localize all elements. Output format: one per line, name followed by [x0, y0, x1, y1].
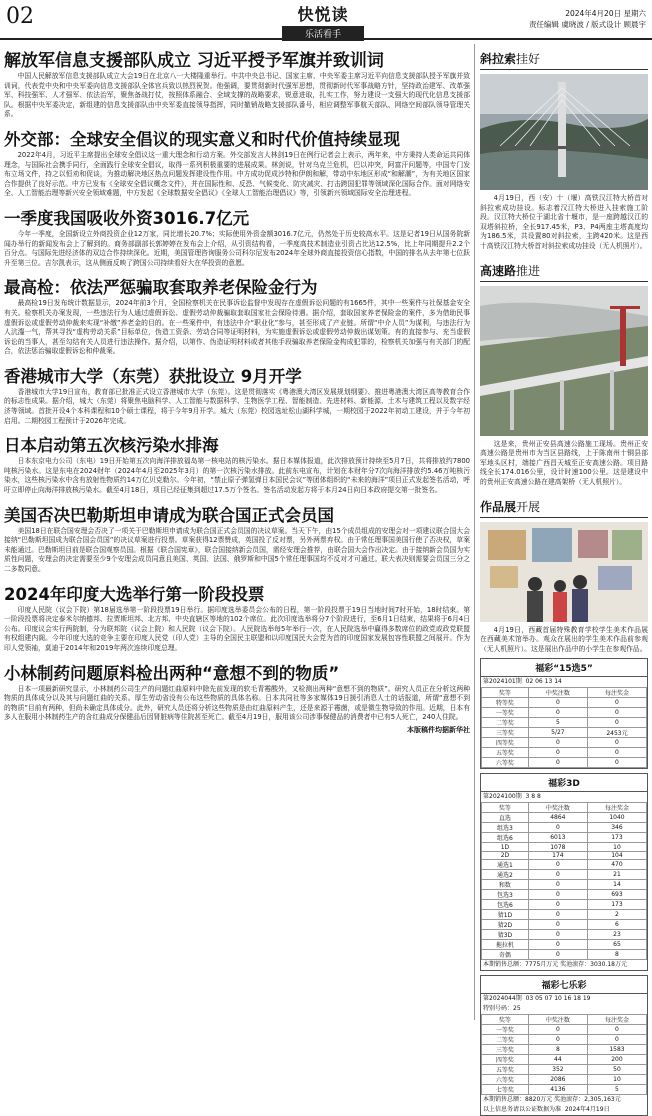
table-cell: 包选6	[482, 900, 529, 910]
article-body: 香港城市大学19日宣布，教育部已批准正式设立香港城市大学（东莞）。这是贯彻落实《粤港澳大湾区发展规划纲要》、推进粤港澳大湾区高等教育合作的标志性成果。据介绍，城大（东莞）将聚焦电脑科学、人工智能与数据科学、生物医学工程、智能制造、先进材料、新能源、土木与建筑工程以及数字经济等领域。首批开设4个本科课程和10个硕士课程，将于今年9月开学。城大（东莞）校园选址松山湖科学城，一期校园于2022年初动工建设，并于今年初启用。二期校园工程预计于2026年完成。	[4, 387, 470, 425]
page-number: 02	[6, 4, 34, 29]
table-cell: 中奖注数	[528, 803, 587, 813]
table-cell: 8	[587, 950, 646, 960]
lottery-special: 特别号码：25	[483, 1005, 521, 1013]
table-row	[482, 813, 647, 823]
table-cell: 奖等	[482, 1015, 529, 1025]
table-cell: 0	[528, 900, 587, 910]
table-cell: 65	[587, 940, 646, 950]
table-cell: 0	[528, 758, 587, 768]
article-headline: 2024年印度大选举行第一阶段投票	[4, 584, 265, 604]
article	[4, 271, 470, 357]
table-row	[482, 890, 647, 900]
bridge-photo	[480, 74, 648, 190]
lottery-meta: 第2024101期 02 06 13 14	[483, 678, 562, 686]
table-cell: 0	[528, 698, 587, 708]
table-cell: 组选6	[482, 833, 529, 843]
table-cell: 4136	[528, 1085, 587, 1095]
table-cell: 0	[528, 1025, 587, 1035]
table-cell: 奖等	[482, 688, 529, 698]
table-cell: 0	[587, 1025, 646, 1035]
table-row	[482, 823, 647, 833]
article	[4, 44, 470, 120]
table-cell: 4864	[528, 813, 587, 823]
article-headline: 日本启动第五次核污染水排海	[4, 436, 219, 456]
exhibition-photo	[480, 522, 648, 622]
article-body: 日本东京电力公司（东电）19日开始第五次向海洋排放福岛第一核电站的核污染水。据日本媒体报道，此次排放预计持续至5月7日，共将排放约7800吨核污染水。这是东电在2024财年（2024年4月至2025年3月）的第一次核污染水排放。此前东电宣布，计划在本财年分7次向海洋排放约5.46万吨核污染水，这些核污染水中含有放射性物质约14万亿贝克勒尔。今年初，“禁止原子弹氢弹日本国民会议”等团体组织的“未来的海洋”项目正式发起签名活动，呼吁立即停止向海洋排放核污染水。截至4月18日，项目已经征集到超过17.5万个签名。签名活动发起方将于本月24日向日本政府提交第一批签名。	[4, 457, 470, 495]
lottery-table	[481, 1014, 647, 1095]
lottery-title: 福彩3D	[481, 774, 647, 792]
table-cell: 二等奖	[482, 718, 529, 728]
article	[4, 202, 470, 268]
table-cell: 四等奖	[482, 1055, 529, 1065]
page-header	[0, 0, 652, 40]
article-body: 今年一季度，全国新设立外商投资企业12万家，同比增长20.7%；实际使用外资金额3016.7亿元，仍然处于历史较高水平。这是记者19日从国务院新闻办举行的新闻发布会上了解到的。商务部副部长郭婷婷在发布会上介绍，从引资结构看，一季度高技术制造业引资占比达12.5%，比上年同期提升2.2个百分点。与国际先进经济体的双边合作持续深化。近期，美国管理咨询服务公司科尔尼发布2024年全球外商直接投资信心指数，中国的排名从去年第七位跃升至第三位。吉尔凯表示，这从侧面反映了跨国公司持续看好大在华投资的意愿。	[4, 229, 470, 267]
table-row	[482, 910, 647, 920]
table-row	[482, 950, 647, 960]
table-cell: 三等奖	[482, 1045, 529, 1055]
table-row	[482, 708, 647, 718]
table-cell: 174	[528, 851, 587, 860]
table-cell: 470	[587, 860, 646, 870]
table-cell: 1040	[587, 813, 646, 823]
article	[4, 123, 470, 199]
sidebar-column	[480, 44, 648, 1114]
table-cell: 5	[587, 1085, 646, 1095]
table-cell: 0	[528, 920, 587, 930]
table-cell: 1583	[587, 1045, 646, 1055]
table-row	[482, 688, 647, 698]
table-cell: 中奖注数	[528, 688, 587, 698]
article-source: 本版稿件均据新华社	[407, 725, 470, 734]
header-info	[529, 8, 646, 30]
table-cell: 44	[528, 1055, 587, 1065]
table-cell: 6	[587, 920, 646, 930]
table-row	[482, 930, 647, 940]
table-cell: 通选2	[482, 870, 529, 880]
main-column	[4, 44, 470, 1020]
table-cell: 6013	[528, 833, 587, 843]
table-cell: 0	[528, 870, 587, 880]
table-cell: 0	[528, 910, 587, 920]
lottery-title: 福彩“15选5”	[481, 659, 647, 677]
article-headline: 一季度我国吸收外资3016.7亿元	[4, 208, 250, 228]
lottery-meta: 第2024100期 3 8 8	[483, 793, 541, 801]
photo-caption: 4月19日，西藏首届特殊教育学校学生美术作品展在西藏美术馆举办。观众在展出的学生美术作品前参观（无人机照片）。这是展出作品中的小学生在参观作品。	[480, 625, 648, 653]
table-cell: 六等奖	[482, 1075, 529, 1085]
article-headline: 解放军信息支援部队成立 习近平授予军旗并致训词	[4, 51, 384, 71]
table-cell: 六等奖	[482, 758, 529, 768]
lottery-table	[481, 802, 647, 960]
table-cell: 346	[587, 823, 646, 833]
article	[4, 578, 470, 654]
table-cell: 8	[528, 1045, 587, 1055]
table-row	[482, 718, 647, 728]
table-cell: 七等奖	[482, 1085, 529, 1095]
table-cell: 0	[528, 748, 587, 758]
table-cell: 0	[587, 708, 646, 718]
table-cell: 五等奖	[482, 1065, 529, 1075]
table-cell: 0	[528, 890, 587, 900]
table-cell: 猜3D	[482, 930, 529, 940]
table-row	[482, 1055, 647, 1065]
table-row	[482, 1025, 647, 1035]
table-cell: 组选3	[482, 823, 529, 833]
article-body: 印度人民院（议会下院）第18届选举第一阶段投票19日举行。据印度选举委员会公布的日程，第一阶段投票于19日当地时间7时开始，18时结束。第一阶段投票将决定泰米尔纳德邦、拉贾斯坦邦、北方邦、中央直辖区等地的102个席位。此次印度选举将分7个阶段进行，至6月1日结束，结果将于6月4日公布。印度议会实行两院制，分为联邦院（议会上院）和人民院（议会下院）。人民院选举每5年举行一次，在人民院选举中赢得多数席位的政党或政党联盟有权组建内阁。今年印度大选的竞争主要在印度人民党（印人党）主导的全国民主联盟和以印度国民大会党为首的印度国家发展包容性联盟之间展开。作为印人党领袖，莫迪于2014年和2019年两次连续印度总理。	[4, 605, 470, 652]
table-cell: 173	[587, 833, 646, 843]
editor-credits: 责任编辑 虞晓波 / 版式设计 顾晨宇	[528, 20, 646, 29]
highway-photo	[480, 286, 648, 436]
table-cell: 每注奖金	[587, 803, 646, 813]
section-subtitle: 乐活看手	[282, 26, 364, 41]
table-cell: 0	[528, 823, 587, 833]
lottery-table	[481, 687, 647, 768]
lottery-3d	[480, 773, 648, 971]
issue-date: 2024年4月20日 星期六	[565, 9, 646, 18]
table-row	[482, 1065, 647, 1075]
table-cell: 每注奖金	[587, 1015, 646, 1025]
photo-caption: 这是来，贵州正安县高速公路施工现场。贵州正安高速公路是贵州市为当区县路线，上于陈南州十铜县部军地头区村，端接广西昌天城至正安高速公路。项目路线全长174.016公里，设计时速100公里。这是建设中的贵州正安高速公路在建高架桥（无人机照片）。	[480, 439, 648, 486]
article-headline: 香港城市大学（东莞）获批设立 9月开学	[4, 366, 302, 386]
table-cell: 奖等	[482, 803, 529, 813]
table-cell: 0	[587, 738, 646, 748]
table-cell: 23	[587, 930, 646, 940]
table-cell: 奇偶	[482, 950, 529, 960]
table-row	[482, 1075, 647, 1085]
article-body: 美国18日在联合国安理会否决了一项关于巴勒斯坦申请成为联合国正式会员国的决议草案。当天下午，由15个成员组成的安理会对一项建议联合国大会接纳“巴勒斯坦国成为联合国会员国”的决议草案进行投票。草案获得12票赞成，英国投了反对票，另外两票弃权。由于常任理事国美国行使了否决权，草案未能通过。巴勒斯坦目前是联合国观察员国。根据《联合国宪章》，联合国接纳新会员国，需经安理会推荐，由联合国大会作出决定。由于接纳新会员国为实质性问题，安理会的决定需要至少9个安理会成员同意且美国、英国、法国、俄罗斯和中国5个常任理事国均不反对才可通过。联大表决则需要会员国三分之二多数同意。	[4, 526, 470, 573]
table-row	[482, 758, 647, 768]
table-row	[482, 803, 647, 813]
table-cell: 0	[528, 950, 587, 960]
table-cell: 和数	[482, 880, 529, 890]
lottery-note: 本期销售总额：8820万元 奖池滚存：2,305,163元	[483, 1096, 621, 1104]
table-cell: 5	[528, 718, 587, 728]
sidebar-heading: 高速路推进	[480, 256, 648, 282]
table-row	[482, 833, 647, 843]
lottery-footer: 以上信息务请以公证数据为准 2024年4月19日	[483, 1106, 610, 1114]
article	[4, 429, 470, 495]
table-row	[482, 1015, 647, 1025]
table-cell: 10	[587, 843, 646, 852]
table-cell: 二等奖	[482, 1035, 529, 1045]
article-headline: 最高检：依法严惩骗取套取养老保险金行为	[4, 278, 318, 298]
table-cell: 21	[587, 870, 646, 880]
lottery-15x5	[480, 658, 648, 769]
table-row	[482, 728, 647, 738]
table-cell: 包选3	[482, 890, 529, 900]
table-cell: 2	[587, 910, 646, 920]
lottery-qilecai	[480, 975, 648, 1116]
article-body: 最高检19日发布统计数据显示，2024年前3个月，全国检察机关在民事诉讼监督中发现存在虚假诉讼问题的有1665件，其中一些案件与社保基金安全有关。检察机关办案发现，一些违法行为人通过虚假诉讼、虚假劳动仲裁骗取套取国家社会保险待遇。据介绍，套取国家养老保险金的案件，多为借助民事虚假诉讼或虚假劳动仲裁来实现“补缴”养老金的目的。在一些案件中，有违法中介“职业化”参与，甚至形成了产业链。所谓“中介人员”为谋利，与违法行为人沆瀣一气，帮其寻找“虚构劳动关系”目标单位，伪造工资条、劳动合同等证明材料，为实施虚假诉讼或虚假劳动仲裁出谋划策。有的直接参与、充当虚假诉讼的当事人，甚至勾结有关人员进行违法操作。据介绍，以第作、伪造证明材料或者其他手段骗取养老保险金构成犯罪的，检察机关加强与有关部门的配合，依法惩治骗取虚假诉讼和仲裁案。	[4, 299, 470, 356]
table-row	[482, 1045, 647, 1055]
table-cell: 直选	[482, 813, 529, 823]
table-cell: 1D	[482, 843, 529, 852]
table-cell: 每注奖金	[587, 688, 646, 698]
table-row	[482, 900, 647, 910]
table-cell: 14	[587, 880, 646, 890]
table-cell: 5/27	[528, 728, 587, 738]
sidebar-heading: 斜拉索挂好	[480, 44, 648, 70]
table-row	[482, 1085, 647, 1095]
table-cell: 2D	[482, 851, 529, 860]
table-cell: 2086	[528, 1075, 587, 1085]
table-cell: 104	[587, 851, 646, 860]
article	[4, 360, 470, 426]
table-row	[482, 851, 647, 860]
table-cell: 拖拉机	[482, 940, 529, 950]
table-cell: 10	[587, 1075, 646, 1085]
table-cell: 50	[587, 1065, 646, 1075]
table-cell: 猜1D	[482, 910, 529, 920]
table-row	[482, 748, 647, 758]
table-cell: 0	[528, 930, 587, 940]
article-headline: 小林制药问题原料检出两种“意想不到的物质”	[4, 663, 340, 683]
lottery-note: 本期销售总额：7775月万元 奖池滚存：3030.18万元	[483, 961, 627, 969]
table-cell: 一等奖	[482, 708, 529, 718]
table-cell: 0	[587, 1035, 646, 1045]
table-row	[482, 1035, 647, 1045]
table-cell: 特等奖	[482, 698, 529, 708]
section-masthead	[282, 2, 364, 41]
table-cell: 0	[587, 748, 646, 758]
table-cell: 0	[528, 880, 587, 890]
table-cell: 一等奖	[482, 1025, 529, 1035]
table-row	[482, 870, 647, 880]
table-cell: 0	[587, 718, 646, 728]
article-body: 日本一项最新研究显示，小林制药公司生产的问题红曲原料中除先前发现的软毛青霉酸外，又检测出两种“意想不到的物质”。研究人员正在分析这两种物质的具体成分以及其与问题红曲的关系。厚生劳动省没有公布这些物质的具体名称。日本共同社等多家媒体19日援引消息人士的话报道，所谓“意想不到的物质”目前有两种，但尚未确定具体成分。此外，研究人员还将分析这些物质是由红曲原料产生，还是来源于霉菌，或是微生物导致的作用。近期，日本有多人在服用小林制药生产的含红曲成分保健品后因肾脏病等住院甚至死亡。截至4月19日，服用该公司涉事保健品的消费者中已有5人死亡，240人住院。	[4, 684, 470, 722]
table-cell: 0	[528, 940, 587, 950]
table-cell: 173	[587, 900, 646, 910]
table-cell: 0	[528, 1035, 587, 1045]
table-cell: 0	[528, 860, 587, 870]
table-cell: 四等奖	[482, 738, 529, 748]
lottery-meta: 第2024044期 03 05 07 10 16 18 19	[483, 995, 591, 1003]
section-title: 快悦读	[297, 5, 349, 24]
table-cell: 2453元	[587, 728, 646, 738]
table-row	[482, 698, 647, 708]
photo-caption: 4月19日，西（安）十（堰）高铁汉江特大桥首对斜拉索成功挂设。标志着汉江特大桥进入挂索施工阶段。汉江特大桥位于湖北省十堰市，是一座跨越汉江的双塔斜拉桥，全长917.45米，P3、P4两座主塔高度均为186.5米，共设置80对斜拉索，主跨420米。这是西十高铁汉江特大桥首对斜拉索成功挂设（无人机照片）。	[480, 194, 648, 250]
table-cell: 1078	[528, 843, 587, 852]
table-cell: 0	[587, 758, 646, 768]
table-cell: 猜2D	[482, 920, 529, 930]
table-row	[482, 920, 647, 930]
table-row	[482, 843, 647, 852]
sidebar-heading: 作品展开展	[480, 492, 648, 518]
column-divider	[474, 44, 475, 1020]
table-cell: 0	[587, 698, 646, 708]
article-headline: 美国否决巴勒斯坦申请成为联合国正式会员国	[4, 505, 334, 525]
table-cell: 三等奖	[482, 728, 529, 738]
lottery-title: 福彩七乐彩	[481, 976, 647, 994]
table-cell: 五等奖	[482, 748, 529, 758]
article-body: 2022年4月，习近平主席提出全球安全倡议这一重大理念和行动方案。外交部发言人林剑19日在例行记者会上表示，两年来，中方秉持人类命运共同体理念，与国际社会携手同行，全面践行全球安全倡议，取得一系列积极重要的进展成果。林剑说，针对乌克兰危机，巴以冲突，阿富汗问题等，中国专门发布立场文件，持之以恒劝和促谈，为推动解决地区热点问题发挥建设性作用。中方成功促成沙特和伊朗和解，带动中东地区形成“和解潮”，为有关地区国家合作提供了良好示范。中方已发布《全球安全倡议概念文件》，并在国际性和、反恐、气候变化、防灾减灾、打击跨国犯罪等领域深化国际合作。面对网络安全、人工智能治理等新兴安全领域难题，中方发起《全球数据安全倡议》《全球人工智能治理倡议》等，引领新兴领域国际安全治理进程。	[4, 150, 470, 198]
table-row	[482, 940, 647, 950]
table-cell: 0	[528, 708, 587, 718]
table-cell: 200	[587, 1055, 646, 1065]
table-row	[482, 860, 647, 870]
table-cell: 中奖注数	[528, 1015, 587, 1025]
table-row	[482, 738, 647, 748]
table-cell: 0	[528, 738, 587, 748]
table-cell: 693	[587, 890, 646, 900]
article	[4, 499, 470, 575]
article	[4, 657, 470, 735]
table-cell: 352	[528, 1065, 587, 1075]
article-body: 中国人民解放军信息支援部队成立大会19日在北京八一大楼隆重举行。中共中央总书记、国家主席、中央军委主席习近平向信息支援部队授予军旗并致训词，代表党中央和中央军委向信息支援部队全体官兵致以热烈祝贺。他强调，要贯彻新时代强军思想，贯彻新时代军事战略方针，坚持政治建军、改革强军、科技强军、人才强军、依法治军，聚焦备战打仗，按照体系融合、全域支撑的战略要求，锐意进取，扎实工作，努力建设一支强大的现代化信息支援部队。根据中央军委决定，新组建的信息支援部队由中央军委直接领导指挥，同时撤销战略支援部队番号，相应调整军事航天部队、网络空间部队领导管理关系。	[4, 72, 470, 119]
table-row	[482, 880, 647, 890]
table-cell: 通选1	[482, 860, 529, 870]
article-headline: 外交部：全球安全倡议的现实意义和时代价值持续显现	[4, 129, 400, 149]
